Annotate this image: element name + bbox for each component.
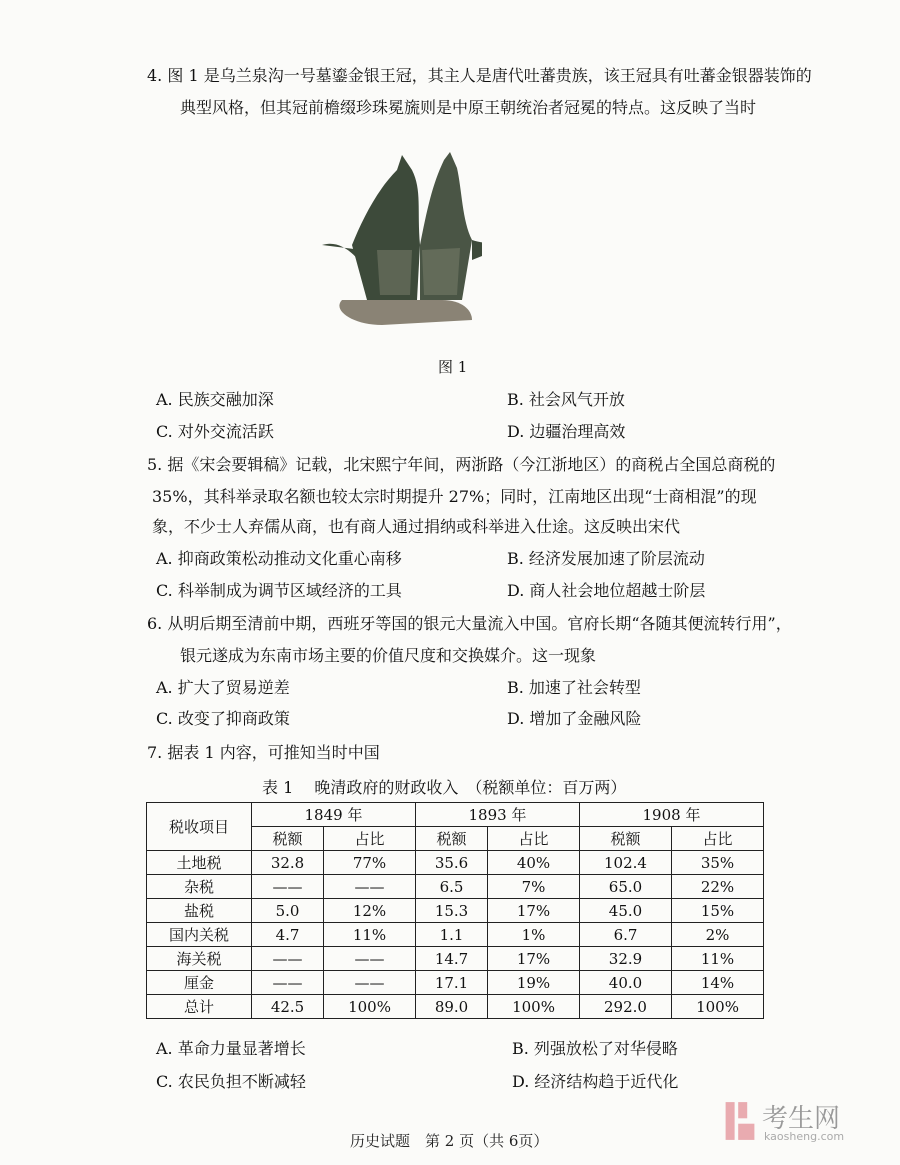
share-cell: 17% <box>488 899 580 923</box>
sub-header: 占比 <box>324 827 416 851</box>
share-cell: 7% <box>488 875 580 899</box>
share-cell: 14% <box>672 971 764 995</box>
table-row <box>147 899 764 923</box>
amount-cell: 35.6 <box>415 851 487 875</box>
q6-stem-line1: 6. 从明后期至清前中期，西班牙等国的银元大量流入中国。官府长期“各随其便流转行用”， <box>147 614 792 633</box>
amount-cell: 14.7 <box>415 947 487 971</box>
amount-cell: —— <box>252 971 324 995</box>
q6-option-d[interactable]: D. 增加了金融风险 <box>507 709 642 728</box>
watermark-name: 考生网 <box>762 1104 841 1134</box>
sub-header: 税额 <box>579 827 671 851</box>
q4-option-c[interactable]: C. 对外交流活跃 <box>156 422 274 441</box>
share-cell: —— <box>324 875 416 899</box>
kaosheng-logo-icon <box>722 1098 758 1144</box>
q5-stem-line2: 35%，其科举录取名额也较太宗时期提升 27%；同时，江南地区出现“士商相混”的现 <box>152 487 757 506</box>
share-cell: 77% <box>324 851 416 875</box>
amount-cell: 102.4 <box>579 851 671 875</box>
q5-stem-line3: 象，不少士人弃儒从商，也有商人通过捐纳或科举进入仕途。这反映出宋代 <box>152 517 681 536</box>
sub-header: 税额 <box>252 827 324 851</box>
table-row <box>147 971 764 995</box>
share-cell: 12% <box>324 899 416 923</box>
share-cell: 11% <box>324 923 416 947</box>
amount-cell: 42.5 <box>252 995 324 1019</box>
tax-item-cell: 海关税 <box>147 947 252 971</box>
share-cell: 1% <box>488 923 580 947</box>
q7-option-d[interactable]: D. 经济结构趋于近代化 <box>512 1072 679 1091</box>
amount-cell: —— <box>252 875 324 899</box>
table-row <box>147 995 764 1019</box>
q5-option-d[interactable]: D. 商人社会地位超越士阶层 <box>507 581 706 600</box>
tax-item-cell: 厘金 <box>147 971 252 995</box>
amount-cell: 15.3 <box>415 899 487 923</box>
share-cell: 35% <box>672 851 764 875</box>
year-header: 1908 年 <box>579 803 763 827</box>
amount-cell: 4.7 <box>252 923 324 947</box>
tax-item-cell: 杂税 <box>147 875 252 899</box>
share-cell: —— <box>324 971 416 995</box>
amount-cell: 65.0 <box>579 875 671 899</box>
share-cell: 15% <box>672 899 764 923</box>
q4-option-d[interactable]: D. 边疆治理高效 <box>507 422 626 441</box>
tax-item-cell: 土地税 <box>147 851 252 875</box>
sub-header: 占比 <box>672 827 764 851</box>
amount-cell: 5.0 <box>252 899 324 923</box>
table-row <box>147 947 764 971</box>
q7-option-c[interactable]: C. 农民负担不断减轻 <box>156 1072 306 1091</box>
year-header: 1849 年 <box>252 803 416 827</box>
share-cell: 2% <box>672 923 764 947</box>
table-caption: 表 1 晚清政府的财政收入 （税额单位：百万两） <box>262 778 627 797</box>
q5-option-a[interactable]: A. 抑商政策松动推动文化重心南移 <box>156 549 402 568</box>
share-cell: 40% <box>488 851 580 875</box>
q7-option-a[interactable]: A. 革命力量显著增长 <box>156 1039 306 1058</box>
q4-stem-line1: 4. 图 1 是乌兰泉沟一号墓鎏金银王冠，其主人是唐代吐蕃贵族，该王冠具有吐蕃金银器装饰的 <box>147 66 812 85</box>
q6-option-a[interactable]: A. 扩大了贸易逆差 <box>156 678 290 697</box>
share-cell: 19% <box>488 971 580 995</box>
table-row <box>147 875 764 899</box>
q7-option-b[interactable]: B. 列强放松了对华侵略 <box>512 1039 678 1058</box>
amount-cell: 6.7 <box>579 923 671 947</box>
crown-figure-image <box>322 150 482 350</box>
amount-cell: 89.0 <box>415 995 487 1019</box>
amount-cell: —— <box>252 947 324 971</box>
q7-stem-line1: 7. 据表 1 内容，可推知当时中国 <box>147 743 380 762</box>
figure-caption: 图 1 <box>438 358 468 376</box>
q4-stem-line2: 典型风格，但其冠前檐缀珍珠冕旒则是中原王朝统治者冠冕的特点。这反映了当时 <box>180 98 757 117</box>
sub-header: 占比 <box>488 827 580 851</box>
page-footer: 历史试题 第 2 页（共 6页） <box>350 1132 549 1150</box>
amount-cell: 40.0 <box>579 971 671 995</box>
q5-stem-line1: 5. 据《宋会要辑稿》记载，北宋熙宁年间，两浙路（今江浙地区）的商税占全国总商税的 <box>147 455 776 474</box>
row-header: 税收项目 <box>147 803 252 851</box>
watermark-url: kaosheng.com <box>764 1130 845 1143</box>
share-cell: 22% <box>672 875 764 899</box>
amount-cell: 45.0 <box>579 899 671 923</box>
table-row <box>147 851 764 875</box>
amount-cell: 32.8 <box>252 851 324 875</box>
share-cell: 100% <box>324 995 416 1019</box>
table-header-row <box>147 803 764 827</box>
q5-option-c[interactable]: C. 科举制成为调节区域经济的工具 <box>156 581 402 600</box>
q4-option-a[interactable]: A. 民族交融加深 <box>156 390 274 409</box>
share-cell: 11% <box>672 947 764 971</box>
amount-cell: 17.1 <box>415 971 487 995</box>
q6-stem-line2: 银元遂成为东南市场主要的价值尺度和交换媒介。这一现象 <box>180 646 597 665</box>
share-cell: 100% <box>488 995 580 1019</box>
amount-cell: 1.1 <box>415 923 487 947</box>
tax-item-cell: 总计 <box>147 995 252 1019</box>
tax-item-cell: 盐税 <box>147 899 252 923</box>
amount-cell: 292.0 <box>579 995 671 1019</box>
finance-table <box>146 802 764 1019</box>
amount-cell: 32.9 <box>579 947 671 971</box>
year-header: 1893 年 <box>415 803 579 827</box>
amount-cell: 6.5 <box>415 875 487 899</box>
q6-option-c[interactable]: C. 改变了抑商政策 <box>156 709 290 728</box>
q5-option-b[interactable]: B. 经济发展加速了阶层流动 <box>507 549 705 568</box>
q4-option-b[interactable]: B. 社会风气开放 <box>507 390 625 409</box>
table-row <box>147 923 764 947</box>
share-cell: —— <box>324 947 416 971</box>
sub-header: 税额 <box>415 827 487 851</box>
share-cell: 17% <box>488 947 580 971</box>
share-cell: 100% <box>672 995 764 1019</box>
q6-option-b[interactable]: B. 加速了社会转型 <box>507 678 641 697</box>
tax-item-cell: 国内关税 <box>147 923 252 947</box>
